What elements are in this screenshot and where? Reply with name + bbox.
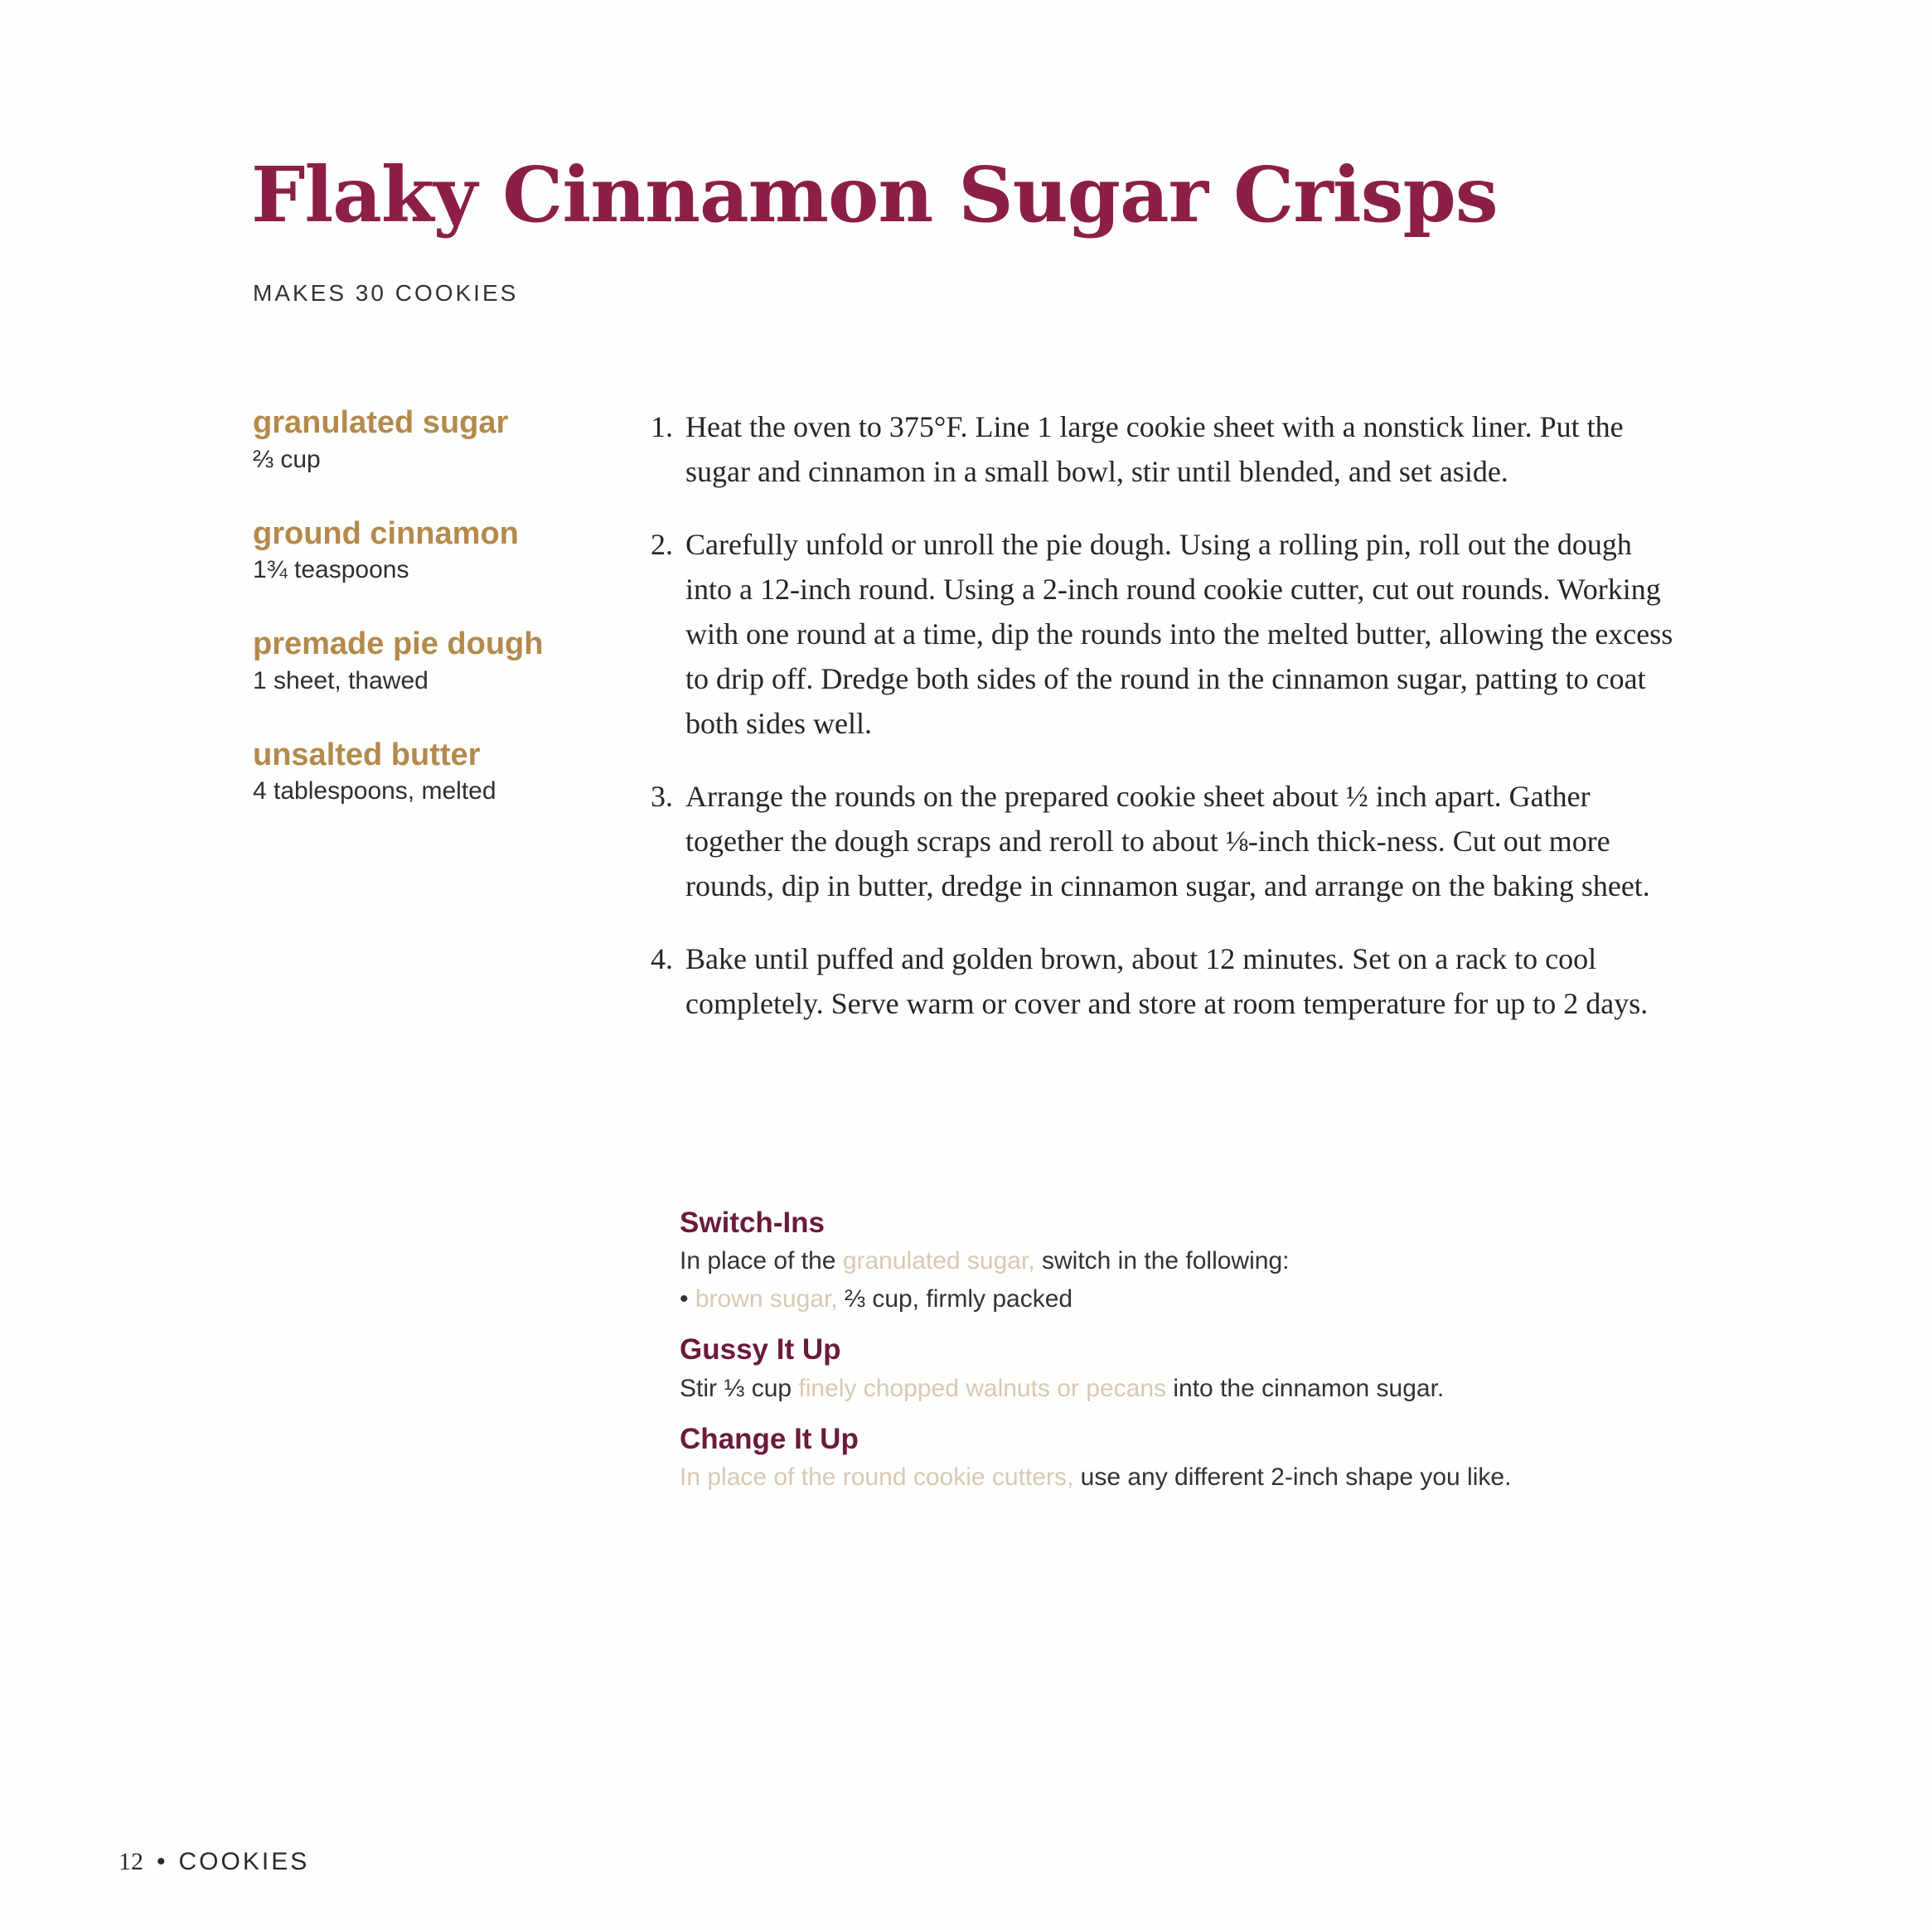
method-step	[651, 774, 1678, 908]
step-number: 3.	[651, 780, 673, 813]
step-number: 4.	[651, 942, 673, 975]
ingredient-item	[253, 626, 601, 695]
note-line	[680, 1280, 1674, 1318]
note-line	[680, 1242, 1674, 1280]
gussy-it-up-note	[680, 1330, 1674, 1407]
recipe-title: Flaky Cinnamon Sugar Crisps	[251, 150, 1498, 239]
method-step	[651, 936, 1678, 1026]
highlighted-ingredient: granulated sugar,	[842, 1247, 1035, 1275]
step-text: Bake until puffed and golden brown, about 12 minutes. Set on a rack to cool completely. Serve warm or cover and store at room temperature for up to 2 days.	[685, 942, 1649, 1020]
recipe-yield: MAKES 30 COOKIES	[253, 280, 519, 306]
ingredient-item	[253, 737, 601, 806]
ingredient-list	[253, 404, 601, 847]
change-it-up-note	[680, 1420, 1674, 1497]
ingredient-name: granulated sugar	[253, 405, 509, 440]
ingredient-name: ground cinnamon	[253, 515, 519, 551]
ingredient-quantity: ⅔ cup	[253, 445, 321, 473]
step-number: 2.	[651, 528, 673, 561]
step-text: Carefully unfold or unroll the pie dough. Using a rolling pin, roll out the dough into a 12-inch round. Using a 2-inch round cookie cutter, cut out rounds. Working with one round at a time, dip the rounds into the melted butter, allowing the excess to drip off. Dredge both sides of the round in the cinnamon sugar, patting to coat both sides well.	[685, 528, 1673, 740]
ingredient-quantity: 4 tablespoons, melted	[253, 777, 496, 805]
step-number: 1.	[651, 410, 673, 443]
note-text: switch in the following:	[1034, 1247, 1290, 1275]
note-line	[680, 1370, 1674, 1408]
note-text: In place of the	[680, 1247, 843, 1275]
footer-separator: •	[157, 1848, 166, 1875]
highlighted-ingredient: finely chopped walnuts or pecans	[798, 1374, 1167, 1402]
page-footer	[119, 1848, 309, 1876]
note-heading: Gussy It Up	[680, 1333, 841, 1366]
method-step	[651, 404, 1678, 494]
ingredient-quantity: 1 sheet, thawed	[253, 666, 429, 694]
recipe-variations	[680, 1203, 1674, 1508]
note-text: Stir ⅓ cup	[680, 1374, 799, 1402]
ingredient-name: premade pie dough	[253, 626, 544, 662]
ingredient-quantity: 1¾ teaspoons	[253, 556, 409, 584]
note-text: ⅔ cup, firmly packed	[837, 1285, 1073, 1313]
step-text: Heat the oven to 375°F. Line 1 large cookie sheet with a nonstick liner. Put the sugar and cinnamon in a small bowl, stir until blended, and set aside.	[685, 410, 1624, 488]
note-text: into the cinnamon sugar.	[1166, 1374, 1445, 1402]
section-name: COOKIES	[178, 1848, 310, 1875]
ingredient-name: unsalted butter	[253, 737, 481, 772]
step-text: Arrange the rounds on the prepared cookie sheet about ½ inch apart. Gather together the dough scraps and reroll to about ⅛-inch thick-ness. Cut out more rounds, dip in butter, dredge in cinnamon sugar, and arrange on the baking sheet.	[685, 780, 1650, 902]
highlighted-ingredient: brown sugar,	[695, 1285, 838, 1313]
bullet: •	[680, 1285, 695, 1313]
highlighted-ingredient: In place of the round cookie cutters,	[680, 1463, 1074, 1491]
method-steps	[651, 404, 1678, 1054]
page-number: 12	[119, 1848, 143, 1875]
method-step	[651, 522, 1678, 746]
ingredient-item	[253, 515, 601, 585]
note-heading: Change It Up	[680, 1422, 859, 1455]
switch-ins-note	[680, 1203, 1674, 1318]
note-heading: Switch-Ins	[680, 1207, 826, 1239]
ingredient-item	[253, 404, 601, 474]
note-line	[680, 1458, 1674, 1497]
note-text: use any different 2-inch shape you like.	[1073, 1463, 1512, 1491]
